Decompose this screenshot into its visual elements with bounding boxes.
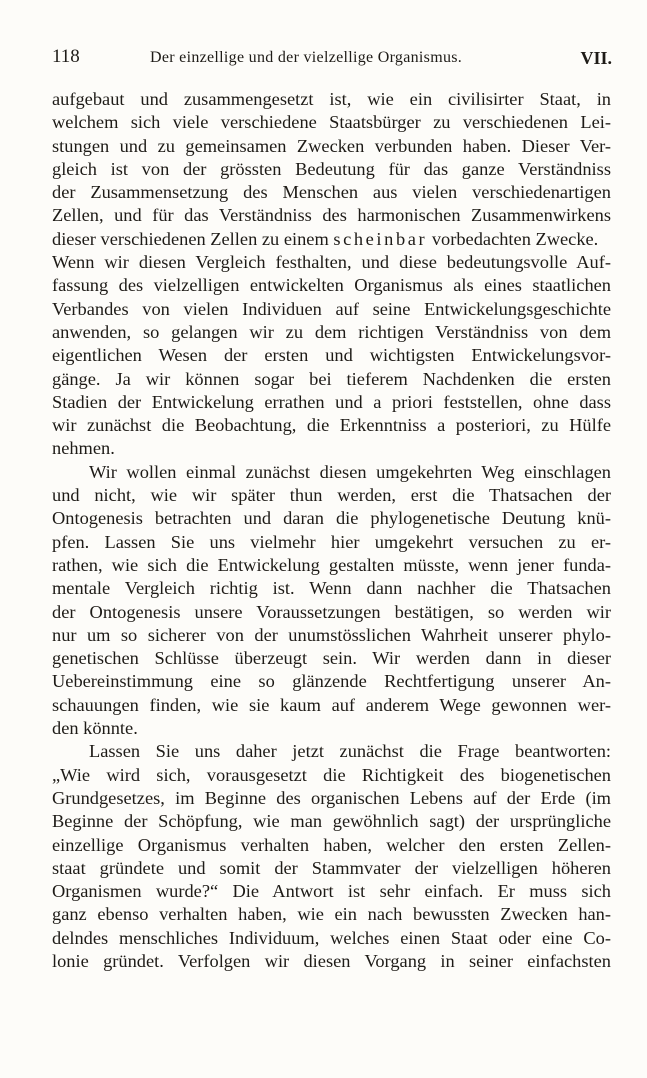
text-line: stungen und zu gemeinsamen Zwecken verbunden haben. Dieser Ver- [52, 135, 611, 156]
text-line: Ontogenesis betrachten und daran die phylogenetische Deutung knü- [52, 508, 611, 529]
page-number: 118 [52, 46, 80, 67]
text-line: der Zusammensetzung des Menschen aus vielen verschiedenartigen [52, 182, 611, 203]
body-text [52, 88, 611, 973]
text-line: der Ontogenesis unsere Voraussetzungen bestätigen, so werden wir [52, 601, 611, 622]
text-line: nur um so sicherer von der unumstösslichen Wahrheit unserer phylo- [52, 624, 611, 645]
text-line: lonie gründet. Verfolgen wir diesen Vorgang in seiner einfachsten [52, 950, 611, 971]
running-head [52, 46, 612, 76]
text-line: eigentlichen Wesen der ersten und wichtigsten Entwickelungsvor- [52, 345, 611, 366]
text-line: Zellen, und für das Verständniss des harmonischen Zusammenwirkens [52, 205, 611, 226]
text-line: delndes menschliches Individuum, welches einen Staat oder eine Co- [52, 927, 611, 948]
text-line: pfen. Lassen Sie uns vielmehr hier umgekehrt versuchen zu er- [52, 531, 611, 552]
text-line: genetischen Schlüsse überzeugt sein. Wir werden dann in dieser [52, 648, 611, 669]
text-line: einzellige Organismus verhalten haben, welcher den ersten Zellen- [52, 834, 611, 855]
text-line: Organismen wurde?“ Die Antwort ist sehr einfach. Er muss sich [52, 881, 611, 902]
text-line: ganz ebenso verhalten haben, wie ein nach bewussten Zwecken han- [52, 904, 611, 925]
text-line: Wir wollen einmal zunächst diesen umgekehrten Weg einschlagen [89, 461, 611, 482]
text-line: nehmen. [52, 438, 115, 459]
text-line: gänge. Ja wir können sogar bei tieferem Nachdenken die ersten [52, 368, 611, 389]
text-line: fassung des vielzelligen entwickelten Organismus als eines staatlichen [52, 275, 611, 296]
text-line: Wenn wir diesen Vergleich festhalten, und diese bedeutungsvolle Auf- [52, 252, 611, 273]
text-line: aufgebaut und zusammengesetzt ist, wie ein civilisirter Staat, in [52, 89, 611, 109]
text-line: Beginne der Schöpfung, wie man gewöhnlich sagt) der ursprüngliche [52, 811, 611, 832]
spaced-emphasis: scheinbar [333, 228, 428, 249]
chapter-number: VII. [580, 48, 612, 68]
text-line: und nicht, wie wir später thun werden, erst die Thatsachen der [52, 485, 611, 506]
text-line: rathen, wie sich die Entwickelung gestalten müsste, wenn jener funda- [52, 554, 611, 575]
text-line: Stadien der Entwickelung errathen und a priori feststellen, ohne dass [52, 391, 611, 412]
text-line: Verbandes von vielen Individuen auf seine Entwickelungsgeschichte [52, 298, 611, 319]
text-run: vorbedachten Zwecke. [427, 228, 599, 249]
text-line: Grundgesetzes, im Beginne des organischen Lebens auf der Erde (im [52, 787, 611, 808]
text-line: staat gründete und somit der Stammvater der vielzelligen höheren [52, 857, 611, 878]
text-line: „Wie wird sich, vorausgesetzt die Richtigkeit des biogenetischen [52, 764, 611, 785]
text-line: Uebereinstimmung eine so glänzende Rechtfertigung unserer An- [52, 671, 611, 692]
text-line: Lassen Sie uns daher jetzt zunächst die Frage beantworten: [89, 741, 611, 762]
text-line: anwenden, so gelangen wir zu dem richtigen Verständniss von dem [52, 321, 611, 342]
text-line: den könnte. [52, 718, 138, 739]
text-line: mentale Vergleich richtig ist. Wenn dann nachher die Thatsachen [52, 578, 611, 599]
text-line: welchem sich viele verschiedene Staatsbürger zu verschiedenen Lei- [52, 112, 611, 133]
running-title: Der einzellige und der vielzellige Organismus. [150, 49, 463, 66]
text-run: dieser verschiedenen Zellen zu einem [52, 228, 334, 249]
text-line: wir zunächst die Beobachtung, die Erkenntniss a posteriori, zu Hülfe [52, 415, 611, 436]
text-line: schauungen finden, wie sie kaum auf anderem Wege gewonnen wer- [52, 694, 611, 715]
text-line: gleich ist von der grössten Bedeutung für das ganze Verständniss [52, 158, 611, 179]
text-line [52, 228, 611, 251]
